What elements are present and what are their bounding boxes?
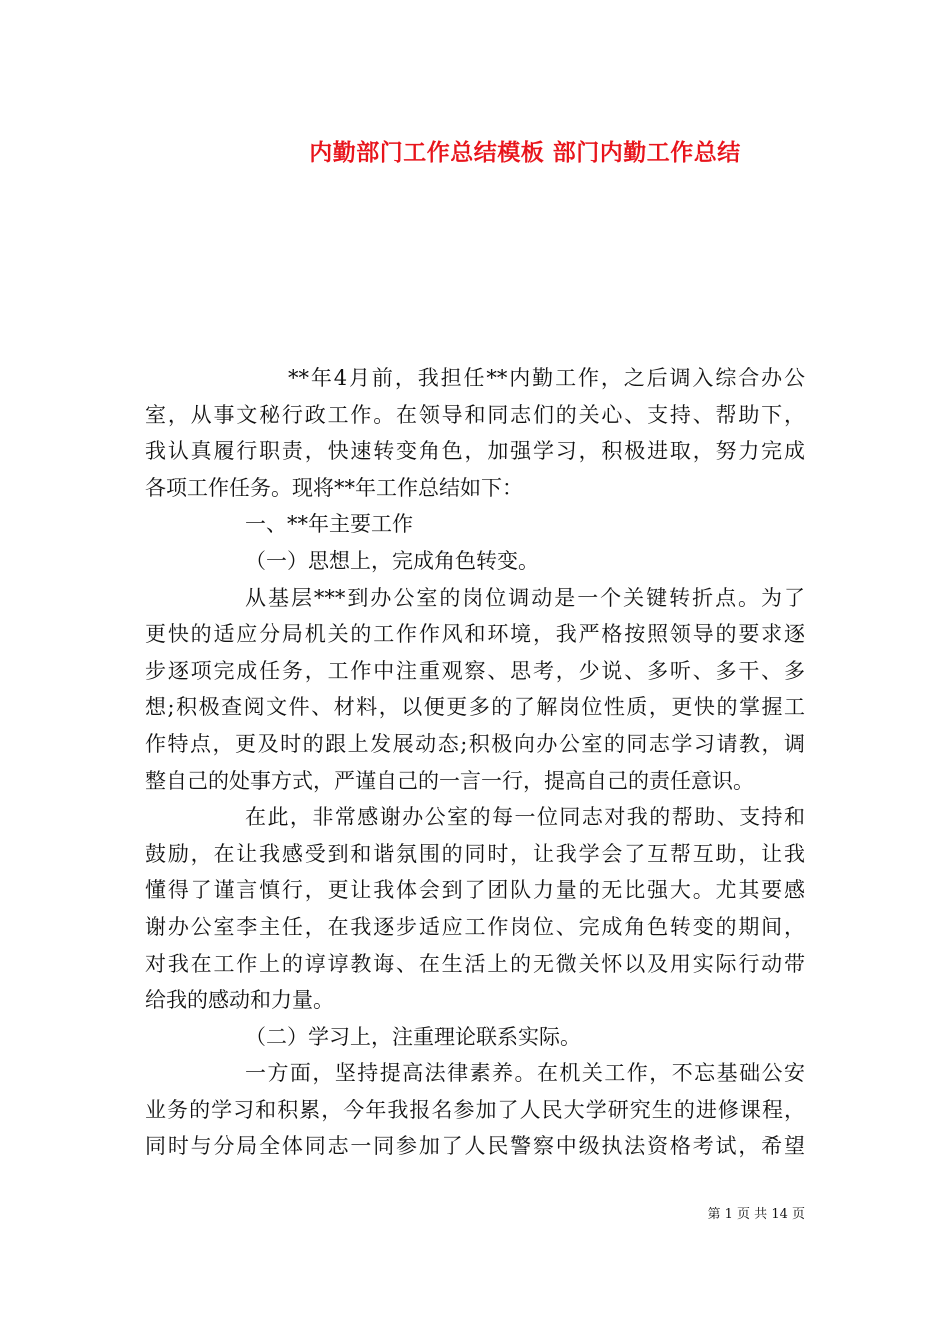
- paragraph-line: 整自己的处事方式，严谨自己的一言一行，提高自己的责任意识。: [145, 768, 754, 793]
- paragraph-line: 作特点，更及时的跟上发展动态;积极向办公室的同志学习请教，调: [145, 731, 805, 756]
- paragraph-line: 业务的学习和积累，今年我报名参加了人民大学研究生的进修课程，: [145, 1097, 805, 1122]
- section-heading: 一、**年主要工作: [245, 512, 413, 537]
- paragraph-line: 室，从事文秘行政工作。在领导和同志们的关心、支持、帮助下，: [145, 402, 805, 427]
- paragraph-line: 想;积极查阅文件、材料，以便更多的了解岗位性质，更快的掌握工: [145, 695, 805, 720]
- paragraph-line: 我认真履行职责，快速转变角色，加强学习，积极进取，努力完成: [145, 439, 805, 464]
- paragraph-line: 给我的感动和力量。: [145, 988, 334, 1013]
- subsection-heading: （二）学习上，注重理论联系实际。: [245, 1024, 581, 1049]
- document-body: [145, 360, 805, 1165]
- paragraph-line: 从基层***到办公室的岗位调动是一个关键转折点。为了: [245, 585, 805, 610]
- paragraph-line: 懂得了谨言慎行，更让我体会到了团队力量的无比强大。尤其要感: [145, 878, 805, 903]
- paragraph-line: 一方面，坚持提高法律素养。在机关工作，不忘基础公安: [245, 1061, 805, 1086]
- paragraph-line: 谢办公室李主任，在我逐步适应工作岗位、完成角色转变的期间，: [145, 914, 805, 939]
- paragraph-line: 在此，非常感谢办公室的每一位同志对我的帮助、支持和: [245, 805, 805, 830]
- paragraph-line: 对我在工作上的谆谆教诲、在生活上的无微关怀以及用实际行动带: [145, 951, 805, 976]
- document-title: 内勤部门工作总结模板 部门内勤工作总结: [309, 139, 741, 166]
- page-number-footer: 第 1 页 共 14 页: [707, 1207, 805, 1222]
- paragraph-line: 各项工作任务。现将**年工作总结如下：: [145, 475, 523, 500]
- paragraph-line: 鼓励，在让我感受到和谐氛围的同时，让我学会了互帮互助，让我: [145, 841, 805, 866]
- paragraph-line: **年4月前，我担任**内勤工作，之后调入综合办公: [288, 366, 805, 390]
- paragraph-line: 更快的适应分局机关的工作作风和环境，我严格按照领导的要求逐: [145, 622, 805, 647]
- paragraph-line: 同时与分局全体同志一同参加了人民警察中级执法资格考试，希望: [145, 1134, 805, 1159]
- subsection-heading: （一）思想上，完成角色转变。: [245, 548, 539, 573]
- paragraph-line: 步逐项完成任务，工作中注重观察、思考，少说、多听、多干、多: [145, 658, 805, 683]
